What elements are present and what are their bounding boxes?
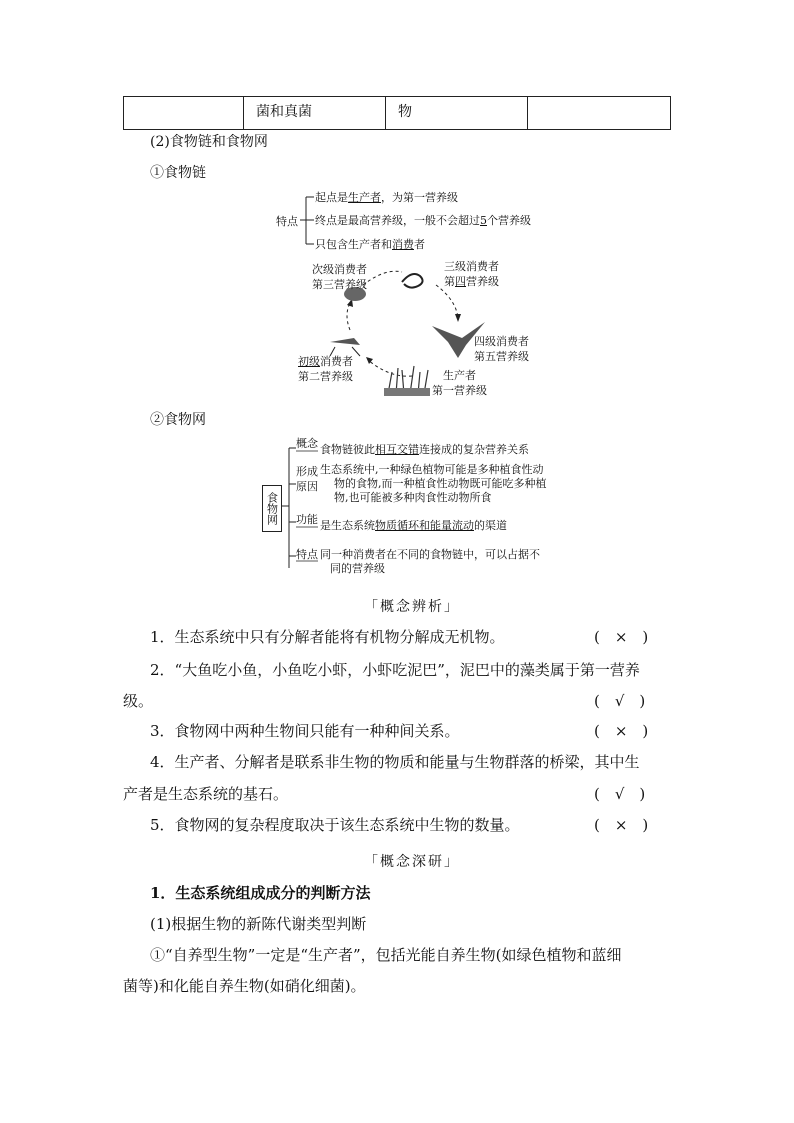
web-text-feature-1: 同一种消费者在不同的食物链中，可以占据不 [320,548,540,561]
web-text-cause-2: 物的食物,而一种植食性动物既可能吃多种植 [334,477,547,490]
web-text-cause-1: 生态系统中,一种绿色植物可能是多种植食性动 [320,463,544,476]
judgment-2-mark: ( √ ) [594,692,646,710]
judgment-4: 4．生产者、分解者是联系非生物的物质和能量与生物群落的桥梁，其中生 [150,753,640,771]
section-title: 「概念辨析」 [364,599,460,615]
fifth-label: 四级消费者 第五营养级 [474,335,529,363]
deep-paragraph-2: 菌等)和化能自养生物(如硝化细菌)。 [123,977,366,995]
primary-label: 初级消费者 第二营养级 [298,355,353,383]
subsection-heading: ①食物链 [150,165,206,181]
producer-label: 生产者 第一营养级 [432,369,487,397]
table-cell: 物 [386,97,528,129]
tertiary-label: 次级消费者 第三营养级 [312,263,367,291]
chain-line-2: 终点是最高营养级，一般不会超过5个营养级 [315,214,531,227]
web-text-cause-3: 物,也可能被多种肉食性动物所食 [334,491,492,504]
web-label-function: 功能 [296,513,318,526]
judgment-2-cont: 级。 [123,692,154,710]
judgment-2: 2．“大鱼吃小鱼，小鱼吃小虾，小虾吃泥巴”，泥巴中的藻类属于第一营养 [150,661,640,679]
judgment-4-mark: ( √ ) [594,785,646,803]
web-label-concept: 概念 [296,437,318,450]
deep-heading-1: 1．生态系统组成成分的判断方法 [150,884,371,902]
judgment-3: 3．食物网中两种生物间只能有一种种间关系。 [150,722,460,740]
section-heading: (2)食物链和食物网 [150,134,268,150]
web-label-feature: 特点 [296,548,318,561]
section-title: 「概念深研」 [364,854,460,870]
judgment-3-mark: ( × ) [594,722,649,740]
web-text-function: 是生态系统物质循环和能量流动的渠道 [320,519,507,532]
judgment-4-cont: 产者是生态系统的基石。 [123,785,289,803]
judgment-1-mark: ( × ) [594,628,649,646]
chain-label: 特点 [276,215,298,228]
deep-paragraph-1: ①“自养型生物”一定是“生产者”，包括光能自养生物(如绿色植物和蓝细 [150,946,622,964]
deep-heading-2: (1)根据生物的新陈代谢类型判断 [150,915,367,933]
food-web-root-label: 食物网 [265,492,279,525]
judgment-5-mark: ( × ) [594,816,649,834]
table-cell: 菌和真菌 [244,97,386,129]
chain-line-1: 起点是生产者，为第一营养级 [315,191,458,204]
web-label-cause: 形成 原因 [296,465,318,493]
quaternary-label: 三级消费者 第四营养级 [444,260,499,288]
chain-line-3: 只包含生产者和消费者 [315,238,425,251]
web-text-feature-2: 同的营养级 [330,562,385,575]
food-web-root [262,485,282,532]
judgment-5: 5．食物网的复杂程度取决于该生态系统中生物的数量。 [150,816,520,834]
web-text-concept: 食物链彼此相互交错连接成的复杂营养关系 [320,443,529,456]
subsection-heading: ②食物网 [150,412,206,428]
judgment-1: 1．生态系统中只有分解者能将有机物分解成无机物。 [150,628,505,646]
